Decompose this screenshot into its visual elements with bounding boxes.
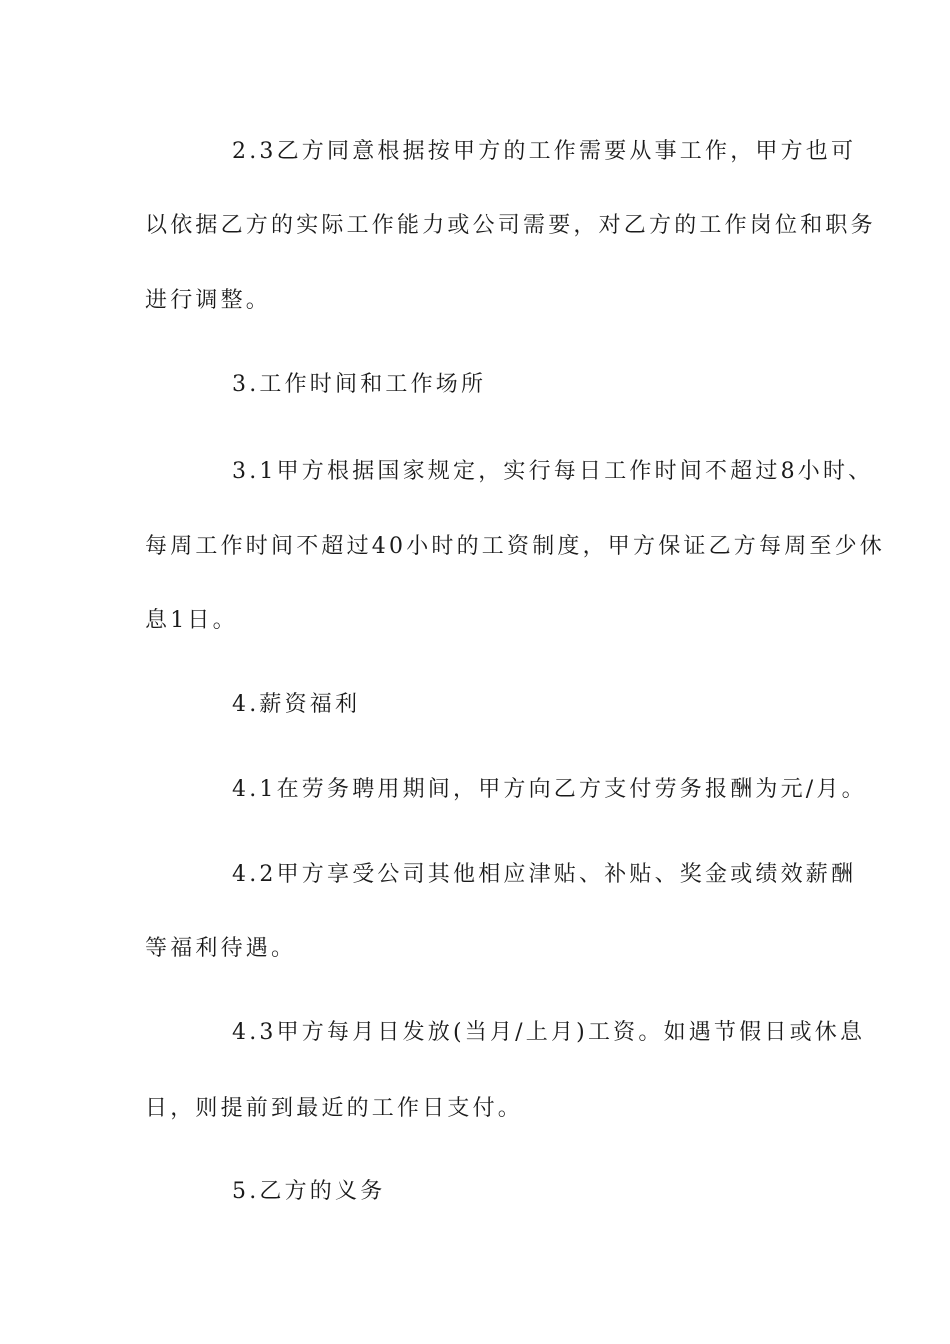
section-5-heading: 5.乙方的义务: [232, 1179, 386, 1204]
section-4-heading: 4.薪资福利: [232, 692, 361, 717]
paragraph-4-1: 4.1在劳务聘用期间，甲方向乙方支付劳务报酬为元/月。: [232, 777, 867, 802]
paragraph-3-1-line-1: 3.1甲方根据国家规定，实行每日工作时间不超过8小时、: [232, 459, 874, 484]
paragraph-4-3-line-2: 日，则提前到最近的工作日支付。: [145, 1096, 524, 1121]
paragraph-2-3-line-1: 2.3乙方同意根据按甲方的工作需要从事工作，甲方也可: [232, 139, 857, 164]
paragraph-3-1-line-3: 息1日。: [145, 608, 238, 633]
paragraph-2-3-line-2: 以依据乙方的实际工作能力或公司需要，对乙方的工作岗位和职务: [145, 213, 876, 238]
paragraph-3-1-line-2: 每周工作时间不超过40小时的工资制度，甲方保证乙方每周至少休: [145, 534, 885, 559]
paragraph-4-2-line-2: 等福利待遇。: [145, 936, 297, 961]
paragraph-4-2-line-1: 4.2甲方享受公司其他相应津贴、补贴、奖金或绩效薪酬: [232, 862, 857, 887]
paragraph-4-3-line-1: 4.3甲方每月日发放(当月/上月)工资。如遇节假日或休息: [232, 1020, 866, 1045]
section-3-heading: 3.工作时间和工作场所: [232, 372, 487, 397]
paragraph-2-3-line-3: 进行调整。: [145, 288, 272, 313]
